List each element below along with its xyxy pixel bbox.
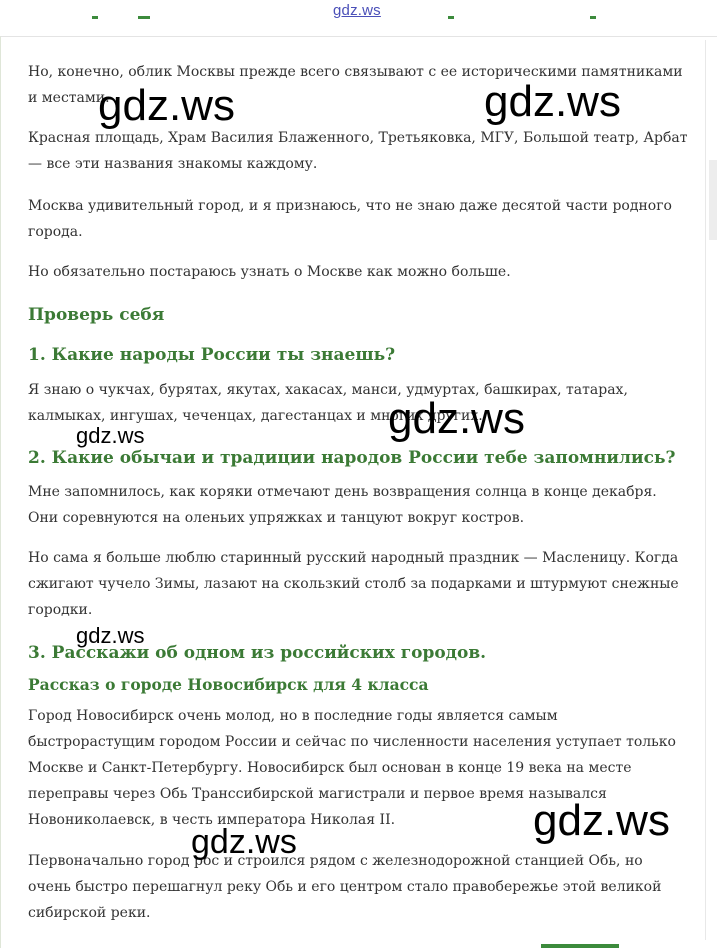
watermark: gdz.ws (388, 394, 525, 443)
scrollbar-thumb[interactable] (709, 160, 717, 240)
watermark: gdz.ws (98, 81, 235, 130)
watermark: gdz.ws (533, 796, 670, 845)
nav-tick (590, 16, 596, 19)
bottom-tab-indicator (541, 944, 619, 948)
story-subtitle: Рассказ о городе Новосибирск для 4 класса (28, 675, 429, 694)
answer-paragraph: Мне запомнилось, как коряки отмечают день возвращения солнца в конце декабря. Они соревнуются на оленьих упряжках и танцуют вокруг костров. (28, 484, 657, 526)
nav-tick (138, 16, 150, 19)
question-title: 2. Какие обычаи и традиции народов России тебе запомнились? (28, 448, 676, 468)
question-title: 3. Расскажи об одном из российских городов. (28, 643, 487, 663)
watermark: gdz.ws (191, 823, 297, 861)
question-title: 1. Какие народы России ты знаешь? (28, 345, 396, 365)
top-bar (0, 0, 719, 36)
paragraph: Москва удивительный город, и я признаюсь, что не знаю даже десятой части родного города. (28, 198, 672, 240)
paragraph: Красная площадь, Храм Василия Блаженного, Третьяковка, МГУ, Большой театр, Арбат — все эти названия знакомы каждому. (28, 130, 688, 172)
nav-tick (448, 16, 454, 19)
section-title: Проверь себя (28, 305, 165, 325)
watermark: gdz.ws (76, 623, 145, 648)
paragraph: Но обязательно постараюсь узнать о Москве как можно больше. (28, 264, 511, 280)
scrollbar[interactable] (705, 40, 719, 940)
watermark: gdz.ws (76, 423, 145, 448)
answer-paragraph: Первоначально город рос и строился рядом с железнодорожной станцией Обь, но очень быстро перешагнул реку Обь и его центром стало правобережье этой великой сибирской реки. (28, 853, 662, 921)
answer-paragraph: Но сама я больше люблю старинный русский народный праздник — Масленицу. Когда сжигают чучело Зимы, лазают на скользкий столб за подарками и штурмуют снежные городки. (28, 550, 679, 618)
answer-paragraph: Город Новосибирск очень молод, но в последние годы является самым быстрорастущим городом России и сейчас по численности населения уступает только Москве и Санкт-Петербургу. Новосибирск был основан в конце 19 века на месте переправы через Обь Транссибирской магистрали и первое время назывался Новониколаевск, в честь императора Николая II. (28, 708, 676, 828)
site-watermark-link[interactable]: gdz.ws (333, 2, 381, 19)
paragraph: Но, конечно, облик Москвы прежде всего связывают с ее историческими памятниками и местами. (28, 64, 683, 106)
answer-paragraph: Я знаю о чукчах, бурятах, якутах, хакасах, манси, удмуртах, башкирах, татарах, калмыках, ингушах, чеченцах, дагестанцах и многих других. (28, 382, 628, 424)
watermark: gdz.ws (484, 77, 621, 126)
nav-tick (92, 16, 98, 19)
